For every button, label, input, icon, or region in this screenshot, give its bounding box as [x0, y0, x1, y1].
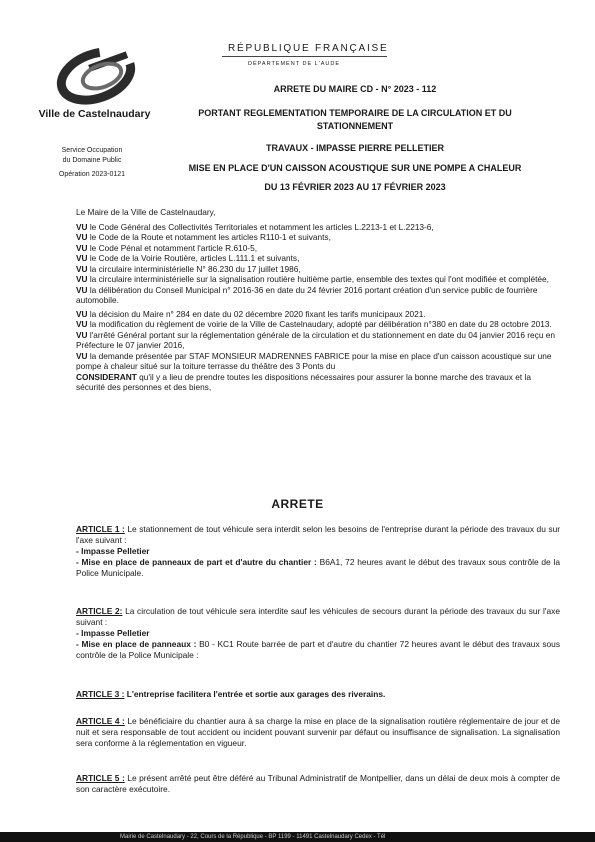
article-4-title: ARTICLE 4 :: [76, 716, 125, 726]
article-3: ARTICLE 3 : L'entreprise facilitera l'entrée et sortie aux garages des riverains.: [76, 689, 386, 699]
article-2-street: - Impasse Pelletier: [76, 628, 150, 638]
header-divider: [222, 56, 387, 57]
domaine-label: du Domaine Public: [62, 157, 122, 164]
vu-4: VU le Code de la Voirie Routière, articles L.111.1 et suivants,: [76, 253, 300, 263]
article-3-title: ARTICLE 3 :: [76, 689, 125, 699]
logo-swoosh-icon: [44, 46, 154, 106]
vu-11: VU la demande présentée par STAF MONSIEUR MADRENNES FABRICE pour la mise en place d'un caisson acoustique sur une pompe à chaleur situé sur la toiture terrasse du théâtre des 3 Ponts du: [76, 350, 552, 371]
article-5: ARTICLE 5 : Le présent arrêté peut être déféré au Tribunal Administratif de Montpellier, dans un délai de deux mois à compter de son caractère exécutoire.: [76, 773, 560, 794]
operation-label: Opération 2023-0121: [58, 171, 126, 178]
republique-title: RÉPUBLIQUE FRANÇAISE: [228, 43, 389, 54]
footer-address: Mairie de Castelnaudary - 22, Cours de la République - BP 1199 - 11491 Castelnaudary Cedex - Tél: [120, 834, 386, 840]
mise-en-place-line: MISE EN PLACE D'UN CAISSON ACOUSTIQUE SUR UNE POMPE A CHALEUR: [188, 163, 522, 173]
considerant: CONSIDERANT qu'il y a lieu de prendre toutes les dispositions nécessaires pour assurer la bonne marche des travaux et la sécurité des personnes et des biens,: [76, 371, 531, 392]
preamble: [76, 207, 560, 393]
article-1-street: - Impasse Pelletier: [76, 546, 150, 556]
service-label: Service Occupation: [61, 147, 123, 154]
portant-line-1: PORTANT REGLEMENTATION TEMPORAIRE DE LA CIRCULATION ET DU: [198, 108, 512, 118]
arrete-heading: ARRETE: [271, 497, 324, 511]
vu-1: VU le Code Général des Collectivités Territoriales et notamment les articles L.2213-1 et L.2213-6,: [76, 221, 434, 232]
vu-8: VU la décision du Maire n° 284 en date du 02 décembre 2020 fixant les tarifs municipaux 2021.: [76, 308, 426, 319]
logo-name: Ville de Castelnaudary: [38, 108, 151, 120]
article-4: ARTICLE 4 : Le bénéficiaire du chantier aura à sa charge la mise en place de la signalisation routière réglementaire de jour et de nuit et sera responsable de tout accident ou incident pouvant survenir par défaut ou insuffisance de signalisation. La signalisation sera conforme à la réglementation en vigueur.: [76, 716, 560, 748]
vu-3: VU le Code Pénal et notamment l'article R.610-5,: [76, 242, 257, 253]
vu-7: VU la délibération du Conseil Municipal n° 2016-36 en date du 24 février 2016 portant création d'un service public de fourrière automobile.: [76, 284, 538, 305]
vu-2: VU le Code de la Route et notamment les articles R110-1 et suivants,: [76, 232, 331, 242]
article-2: ARTICLE 2: La circulation de tout véhicule sera interdite sauf les véhicules de secours durant la période des travaux du sur l'axe suivant : - Impasse Pelletier - Mise en place de panneaux : B0 - KC1 Route barrée de part et d'autre du chantier 72 heures avant le début des travaux sous contrôle de la Police Municipale :: [76, 606, 561, 660]
arrete-number: ARRETE DU MAIRE CD - N° 2023 - 112: [273, 84, 437, 94]
footer-bar: [0, 832, 595, 842]
vu-6: VU la circulaire interministérielle sur la signalisation routière huitième partie, ensemble des textes qui l'ont modifiée et complétée,: [76, 274, 549, 284]
travaux-line: TRAVAUX - IMPASSE PIERRE PELLETIER: [265, 143, 445, 153]
portant-line-2: STATIONNEMENT: [316, 121, 394, 131]
article-1-title: ARTICLE 1 :: [76, 524, 125, 534]
vu-10: VU l'arrêté Général portant sur la réglementation générale de la circulation et du stationnement en date du 04 janvier 2016 reçu en Préfecture le 07 janvier 2016,: [76, 329, 555, 350]
article-2-title: ARTICLE 2:: [76, 606, 123, 616]
article-1: ARTICLE 1 : Le stationnement de tout véhicule sera interdit selon les besoins de l'entreprise durant la période des travaux du sur l'axe suivant : - Impasse Pelletier - Mise en place de panneaux de part et d'autre du chantier : B6A1, 72 heures avant le début des travaux sous contrôle de la Police Municipale.: [76, 524, 561, 578]
city-logo: [44, 46, 154, 106]
vu-9: VU la modification du règlement de voirie de la Ville de Castelnaudary, adopté par délibération n°380 en date du 28 octobre 2013.: [76, 319, 552, 329]
maire-line: Le Maire de la Ville de Castelnaudary,: [76, 207, 216, 217]
dates-line: DU 13 FÉVRIER 2023 AU 17 FÉVRIER 2023: [264, 182, 446, 192]
vu-5: VU la circulaire interministérielle N° 86.230 du 17 juillet 1986,: [76, 263, 301, 274]
article-5-title: ARTICLE 5 :: [76, 773, 125, 783]
departement-label: DÉPARTEMENT DE L'AUDE: [248, 61, 341, 67]
